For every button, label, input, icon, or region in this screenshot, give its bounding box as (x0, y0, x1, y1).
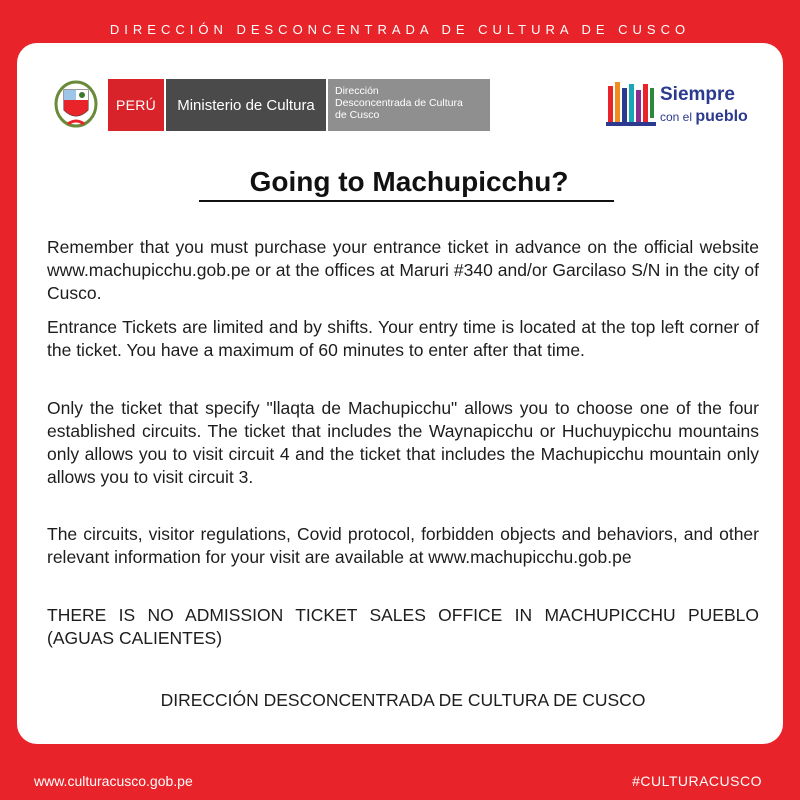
siempre-label: Siempre (660, 84, 735, 105)
direccion-line-3: de Cusco (335, 109, 380, 121)
header-banner-text: DIRECCIÓN DESCONCENTRADA DE CULTURA DE CUSCO (109, 22, 691, 37)
paragraph-circuits: Only the ticket that specify "llaqta de Machupicchu" allows you to choose one of the four established circuits. The ticket that includes the Waynapicchu or Huchuypicchu mountains only allows you to visit circuit 4 and the ticket that includes the Machupicchu mountain only allows you to visit circuit 3. (47, 398, 759, 487)
ministerio-logo (50, 79, 490, 131)
ministerio-label: Ministerio de Cultura (166, 79, 326, 131)
siempre-pattern-icon (606, 78, 656, 133)
peru-label: PERÚ (108, 79, 164, 131)
signature-line: DIRECCIÓN DESCONCENTRADA DE CULTURA DE CUSCO (160, 690, 646, 710)
footer-band (0, 744, 800, 800)
siempre-con-el-pueblo-logo (606, 78, 756, 133)
page-title: Going to Machupicchu? (249, 166, 569, 197)
peru-coat-of-arms-icon (50, 79, 102, 131)
paragraph-no-sales-office: THERE IS NO ADMISSION TICKET SALES OFFICE IN MACHUPICCHU PUEBLO (AGUAS CALIENTES) (47, 605, 759, 648)
direccion-label (328, 79, 490, 131)
paragraph-regulations: The circuits, visitor regulations, Covid protocol, forbidden objects and behaviors, and other relevant information for your visit are available at www.machupicchu.gob.pe (47, 524, 759, 567)
title-underline (199, 200, 614, 202)
paragraph-purchase-advance: Remember that you must purchase your entrance ticket in advance on the official website www.machupicchu.gob.pe or at the offices at Maruri #340 and/or Garcilaso S/N in the city of Cusco. (47, 237, 759, 303)
con-el-pueblo-label (660, 108, 748, 126)
con-el-label: con el (660, 110, 693, 124)
footer-hashtag: #CULTURACUSCO (632, 773, 762, 789)
direccion-line-2: Desconcentrada de Cultura (335, 97, 463, 109)
footer-website: www.culturacusco.gob.pe (34, 773, 193, 789)
pueblo-label: pueblo (695, 108, 748, 125)
paragraph-entrance-shifts: Entrance Tickets are limited and by shifts. Your entry time is located at the top left corner of the ticket. You have a maximum of 60 minutes to enter after that time. (47, 317, 759, 360)
direccion-line-1: Dirección (335, 85, 379, 97)
